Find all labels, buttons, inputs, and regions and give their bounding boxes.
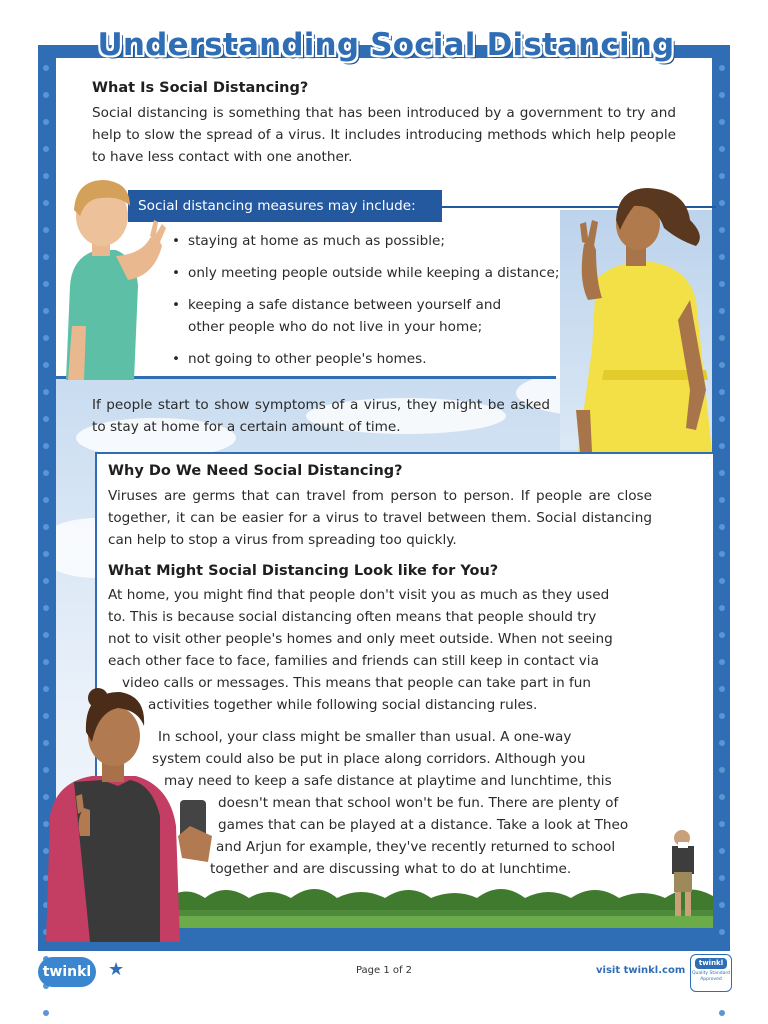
- list-item: • not going to other people's homes.: [172, 348, 559, 370]
- measures-banner: Social distancing measures may include:: [128, 190, 442, 222]
- list-item: • only meeting people outside while keeping a distance;: [172, 262, 559, 284]
- measures-list: [172, 230, 559, 380]
- man-illustration: [662, 828, 704, 920]
- why-text: Viruses are germs that can travel from person to person. If people are close together, it can be easier for a virus to travel between them. Social distancing can help to stop a virus from spreading too quickly.: [108, 488, 652, 548]
- text-line: each other face to face, families and friends can still keep in contact via: [108, 653, 599, 669]
- text-line: may need to keep a safe distance at playtime and lunchtime, this: [164, 773, 612, 789]
- grass-strip: [165, 880, 713, 928]
- text-line: to. This is because social distancing often means that people should try: [108, 609, 597, 625]
- text-line: system could also be put in place along corridors. Although you: [152, 751, 586, 767]
- badge-caption: Quality Standard Approved: [692, 971, 730, 982]
- woman-illustration: [40, 686, 216, 942]
- symptoms-text: If people start to show symptoms of a virus, they might be asked to stay at home for a certain amount of time.: [92, 397, 550, 435]
- boy-illustration: [58, 176, 170, 380]
- what-is-text: Social distancing is something that has been introduced by a government to try and help to slow the spread of a virus. It includes introducing methods which help people to have less contact with one another.: [92, 105, 676, 165]
- heading-what-is: What Is Social Distancing?: [92, 80, 309, 96]
- quality-badge: [690, 954, 732, 992]
- text-line: games that can be played at a distance. Take a look at Theo: [218, 817, 629, 833]
- footer-rule: [38, 945, 730, 951]
- text-line: doesn't mean that school won't be fun. There are plenty of: [218, 795, 619, 811]
- page-number: Page 1 of 2: [355, 965, 413, 976]
- twinkl-logo[interactable]: twinkl: [38, 957, 96, 987]
- list-item: • keeping a safe distance between yourself and other people who do not live in your home;: [172, 294, 512, 338]
- text-line: At home, you might find that people don't visit you as much as they used: [108, 587, 610, 603]
- badge-logo: twinkl: [695, 958, 727, 969]
- girl-illustration: [556, 180, 726, 452]
- text-line: In school, your class might be smaller than usual. A one-way: [158, 729, 572, 745]
- text-line: activities together while following social distancing rules.: [148, 697, 538, 713]
- text-line: and Arjun for example, they've recently returned to school: [216, 839, 616, 855]
- visit-link[interactable]: visit twinkl.com: [596, 965, 686, 976]
- heading-look-like: What Might Social Distancing Look like for You?: [108, 563, 499, 579]
- text-line: video calls or messages. This means that people can take part in fun: [122, 675, 592, 691]
- list-item: • staying at home as much as possible;: [172, 230, 559, 252]
- star-icon: ★: [108, 959, 125, 980]
- heading-why: Why Do We Need Social Distancing?: [108, 463, 403, 479]
- page-title: Understanding Social Distancing: [97, 27, 675, 63]
- text-line: together and are discussing what to do at lunchtime.: [210, 861, 572, 877]
- text-line: not to visit other people's homes and only meet outside. When not seeing: [108, 631, 613, 647]
